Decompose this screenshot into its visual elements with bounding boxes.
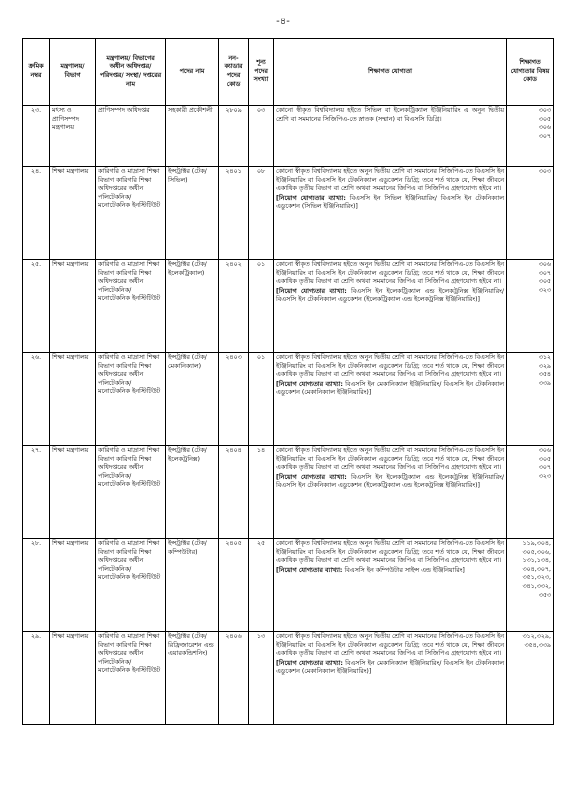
subject-code: ৩০৫ [538, 115, 551, 123]
vacancy-cell: ১৪ [249, 446, 274, 539]
requirement-note [276, 474, 504, 491]
note-text: বিএসসি ইন মেকানিক্যাল ইঞ্জিনিয়ারিং/ বিএসসি ইন টেকনিক্যাল এডুকেশন (মেকানিক্যাল ইঞ্জিনিয়ারিং)] [276, 659, 504, 676]
requirement-cell [274, 446, 507, 539]
requirement-cell [274, 106, 507, 167]
serial-cell: ২৩. [23, 106, 50, 167]
subject-code: ৩৪১,৩৩২, [522, 582, 551, 590]
header-post: পদের নাম [166, 39, 219, 106]
post-cell: ইন্সট্রাক্টর (টেক/ মেকানিক্যাল) [166, 353, 219, 446]
requirement-text: কোনো স্বীকৃত বিশ্ববিদ্যালয় হইতে সিভিল বা ইলেকট্রিক্যাল ইঞ্জিনিয়ারিং এ অনুন দ্বিতীয় শ্রেণি বা সমমানের সিজিপিএ-তে স্নাতক (সম্মান) বা বিএসসি ডিগ্রি। [276, 107, 504, 123]
subject-code: ৩০৩ [538, 168, 551, 175]
requirement-text: কোনো স্বীকৃত বিশ্ববিদ্যালয় হইতে অনুন দ্বিতীয় শ্রেণি বা সমমানের সিজিপিএ-তে বিএসসি ইন ইঞ্জিনিয়ারিং বা বিএসসি ইন টেকনিক্যাল এডুকেশন ডিগ্রি; তবে শর্ত থাকে যে, শিক্ষা জীবনে একাধিক তৃতীয় বিভাগ বা শ্রেণি অথবা সমমানের জিপিএ বা সিজিপিএ গ্রহণযোগ্য হইবে না। [276, 633, 504, 658]
page-number: -৪- [276, 16, 290, 27]
subject-code: ৩১২,৩২৯, [522, 633, 551, 640]
requirement-note [276, 195, 504, 212]
subject-code: ৩০৩ [538, 107, 551, 114]
note-label: [নিয়োগ যোগ্যতার ব্যাখ্যা: [276, 566, 343, 574]
subject-code: ৩০৫ [538, 278, 551, 286]
requirement-cell [274, 539, 507, 632]
department-cell: কারিগরি ও মাদ্রাসা শিক্ষা বিভাগ কারিগরি শিক্ষা অধিদপ্তরের অধীন পলিটেকনিক/ মনোটেকনিক ইনস্টিটিউট [96, 632, 166, 725]
code-cell: ২৪০১ [219, 167, 249, 260]
note-label: [নিয়োগ যোগ্যতার ব্যাখ্যা: [276, 659, 343, 667]
vacancy-cell: ০৩ [249, 106, 274, 167]
note-label: [নিয়োগ যোগ্যতার ব্যাখ্যা: [276, 194, 346, 202]
note-label: [নিয়োগ যোগ্যতার ব্যাখ্যা: [276, 473, 347, 481]
subject-code: ৩২৩ [538, 286, 551, 294]
department-cell: কারিগরি ও মাদ্রাসা শিক্ষা বিভাগ কারিগরি শিক্ষা অধিদপ্তরের অধীন পলিটেকনিক/ মনোটেকনিক ইনস্টিটিউট [96, 539, 166, 632]
header-department: মন্ত্রণালয়/ বিভাগের অধীন অধিদপ্তর/ পরিদপ্তর/ সংস্থা/ দপ্তরের নাম [96, 39, 166, 106]
header-serial: ক্রমিক নম্বর [23, 39, 50, 106]
requirement-text: কোনো স্বীকৃত বিশ্ববিদ্যালয় হইতে অনুন দ্বিতীয় শ্রেণি বা সমমানের সিজিপিএ-তে বিএসসি ইন ইঞ্জিনিয়ারিং বা বিএসসি ইন টেকনিক্যাল এডুকেশন ডিগ্রি; তবে শর্ত থাকে যে, শিক্ষা জীবনে একাধিক তৃতীয় বিভাগ বা শ্রেণি অথবা সমমানের জিপিএ বা সিজিপিএ গ্রহণযোগ্য হইবে না। [276, 540, 504, 565]
ministry-cell: শিক্ষা মন্ত্রণালয় [50, 446, 96, 539]
ministry-cell: শিক্ষা মন্ত্রণালয় [50, 167, 96, 260]
requirement-text: কোনো স্বীকৃত বিশ্ববিদ্যালয় হইতে অনুন দ্বিতীয় শ্রেণি বা সমমানের সিজিপিএ-তে বিএসসি ইন ইঞ্জিনিয়ারিং বা বিএসসি ইন টেকনিক্যাল এডুকেশন ডিগ্রি; তবে শর্ত থাকে যে, শিক্ষা জীবনে একাধিক তৃতীয় বিভাগ বা শ্রেণি অথবা সমমানের জিপিএ বা সিজিপিএ গ্রহণযোগ্য হইবে না। [276, 261, 504, 286]
subject-code-cell [507, 167, 554, 260]
requirement-text: কোনো স্বীকৃত বিশ্ববিদ্যালয় হইতে অনুন দ্বিতীয় শ্রেণি বা সমমানের সিজিপিএ-তে বিএসসি ইন ইঞ্জিনিয়ারিং বা বিএসসি ইন টেকনিক্যাল এডুকেশন ডিগ্রি; তবে শর্ত থাকে যে, শিক্ষা জীবনে একাধিক তৃতীয় বিভাগ বা শ্রেণি অথবা সমমানের জিপিএ বা সিজিপিএ গ্রহণযোগ্য হইবে না। [276, 168, 504, 193]
subject-code: ৩৫৪ [538, 371, 551, 379]
requirement-text: কোনো স্বীকৃত বিশ্ববিদ্যালয় হইতে অনুন দ্বিতীয় শ্রেণি বা সমমানের সিজিপিএ-তে বিএসসি ইন ইঞ্জিনিয়ারিং বা বিএসসি ইন টেকনিক্যাল এডুকেশন ডিগ্রি; তবে শর্ত থাকে যে, শিক্ষা জীবনে একাধিক তৃতীয় বিভাগ বা শ্রেণি অথবা সমমানের জিপিএ বা সিজিপিএ গ্রহণযোগ্য হইবে না। [276, 354, 504, 379]
vacancy-cell: ০১ [249, 353, 274, 446]
header-requirement: শিক্ষাগত যোগ্যতা [274, 39, 507, 106]
table-header-row [23, 39, 554, 106]
note-text: বিএসসি ইন ইলেকট্রিক্যাল এন্ড ইলেকট্রনিক্স ইঞ্জিনিয়ারিং/ বিএসসি ইন টেকনিক্যাল এডুকেশন (ইলেকট্রিক্যাল এন্ড ইলেকট্রনিক্স ইঞ্জিনিয়ারিং)] [276, 473, 504, 490]
ministry-cell: মৎস্য ও প্রাণিসম্পদ মন্ত্রণালয় [50, 106, 96, 167]
post-cell: ইন্সট্রাক্টর (টেক/ রিফ্রিজারেশন এন্ড এয়ারকন্ডিশনিং) [166, 632, 219, 725]
note-label: [নিয়োগ যোগ্যতার ব্যাখ্যা: [276, 287, 347, 295]
subject-code: ৩২৯ [538, 362, 551, 370]
code-cell: ২৪০৩ [219, 353, 249, 446]
ministry-cell: শিক্ষা মন্ত্রণালয় [50, 539, 96, 632]
vacancy-cell: ২৫ [249, 539, 274, 632]
serial-cell: ২৮. [23, 539, 50, 632]
subject-code: ১১৯,৩০৪, [522, 540, 551, 547]
header-subject-code: শিক্ষাগত যোগ্যতার বিষয় কোড [507, 39, 554, 106]
note-text: বিএসসি ইন ইলেকট্রিক্যাল এন্ড ইলেকট্রনিক্স ইঞ্জিনিয়ারিং/ বিএসসি ইন টেকনিক্যাল এডুকেশন (ইলেকট্রিক্যাল এন্ড ইলেকট্রনিক্স ইঞ্জিনিয়ারিং)] [276, 287, 504, 304]
table-row [23, 353, 554, 446]
subject-code-cell [507, 353, 554, 446]
post-cell: ইন্সট্রাক্টর (টেক/ কম্পিউটার) [166, 539, 219, 632]
subject-code: ৩২৩ [538, 472, 551, 480]
table-row [23, 539, 554, 632]
requirement-text: কোনো স্বীকৃত বিশ্ববিদ্যালয় হইতে অনুন দ্বিতীয় শ্রেণি বা সমমানের সিজিপিএ-তে বিএসসি ইন ইঞ্জিনিয়ারিং বা বিএসসি ইন টেকনিক্যাল এডুকেশন ডিগ্রি; তবে শর্ত থাকে যে, শিক্ষা জীবনে একাধিক তৃতীয় বিভাগ বা শ্রেণি অথবা সমমানের জিপিএ বা সিজিপিএ গ্রহণযোগ্য হইবে না। [276, 447, 504, 472]
subject-code: ৩০৪,৩০৭, [522, 565, 551, 573]
subject-code: ৩৫১,৩২৩, [522, 574, 551, 582]
department-cell: প্রাণিসম্পদ অধিদপ্তর [96, 106, 166, 167]
table-row [23, 446, 554, 539]
code-cell: ২৪০৬ [219, 632, 249, 725]
serial-cell: ২৯. [23, 632, 50, 725]
ministry-cell: শিক্ষা মন্ত্রণালয় [50, 353, 96, 446]
requirement-note [276, 567, 504, 576]
ministry-cell: শিক্ষা মন্ত্রণালয় [50, 260, 96, 353]
subject-code: ৩০৬ [538, 124, 551, 132]
subject-code: ৩১২ [538, 354, 551, 361]
vacancy-table [22, 38, 554, 725]
serial-cell: ২৭. [23, 446, 50, 539]
serial-cell: ২৪. [23, 167, 50, 260]
table-row [23, 632, 554, 725]
subject-code-cell [507, 539, 554, 632]
requirement-cell [274, 353, 507, 446]
department-cell: কারিগরি ও মাদ্রাসা শিক্ষা বিভাগ কারিগরি শিক্ষা অধিদপ্তরের অধীন পলিটেকনিক/ মনোটেকনিক ইনস্টিটিউট [96, 353, 166, 446]
requirement-note [276, 660, 504, 677]
note-label: [নিয়োগ যোগ্যতার ব্যাখ্যা: [276, 380, 343, 388]
header-code: নন-ক্যাডার পদের কোড [219, 39, 249, 106]
code-cell: ২৪০৫ [219, 539, 249, 632]
header-ministry: মন্ত্রণালয়/ বিভাগ [50, 39, 96, 106]
subject-code: ৩০৭ [538, 464, 551, 472]
subject-code: ৩০৬ [538, 261, 551, 268]
table-row [23, 167, 554, 260]
post-cell: ইন্সট্রাক্টর (টেক/সিভিল) [166, 167, 219, 260]
serial-cell: ২৫. [23, 260, 50, 353]
subject-code: ৩৫৩ [538, 591, 551, 599]
department-cell: কারিগরি ও মাদ্রাসা শিক্ষা বিভাগ কারিগরি শিক্ষা অধিদপ্তরের অধীন পলিটেকনিক/ মনোটেকনিক ইনস্টিটিউট [96, 260, 166, 353]
code-cell: ২৮০৯ [219, 106, 249, 167]
note-text: বিএসসি ইন সিভিল ইঞ্জিনিয়ারিং/ বিএসসি ইন টেকনিক্যাল এডুকেশন (সিভিল ইঞ্জিনিয়ারিং)] [276, 194, 504, 211]
subject-code-cell [507, 632, 554, 725]
subject-code: ৩০৫,৩০৬, [522, 548, 551, 556]
requirement-note [276, 381, 504, 398]
department-cell: কারিগরি ও মাদ্রাসা শিক্ষা বিভাগ কারিগরি শিক্ষা অধিদপ্তরের অধীন পলিটেকনিক/ মনোটেকনিক ইনস্টিটিউট [96, 167, 166, 260]
serial-cell: ২৬. [23, 353, 50, 446]
ministry-cell: শিক্ষা মন্ত্রণালয় [50, 632, 96, 725]
vacancy-cell: ০১ [249, 260, 274, 353]
note-text: বিএসসি ইন মেকানিক্যাল ইঞ্জিনিয়ারিং/ বিএসসি ইন টেকনিক্যাল এডুকেশন (মেকানিক্যাল ইঞ্জিনিয়ারিং)] [276, 380, 504, 397]
code-cell: ২৪০৪ [219, 446, 249, 539]
department-cell: কারিগরি ও মাদ্রাসা শিক্ষা বিভাগ কারিগরি শিক্ষা অধিদপ্তরের অধীন পলিটেকনিক/ মনোটেকনিক ইনস্টিটিউট [96, 446, 166, 539]
subject-code: ৩০৭ [538, 269, 551, 277]
requirement-cell [274, 167, 507, 260]
requirement-cell [274, 632, 507, 725]
requirement-cell [274, 260, 507, 353]
requirement-note [276, 288, 504, 305]
subject-code: ৩০৫ [538, 455, 551, 463]
post-cell: সহকারী প্রকৌশলী [166, 106, 219, 167]
vacancy-cell: ০৮ [249, 167, 274, 260]
subject-code: ৩৩৯ [538, 379, 551, 387]
subject-code-cell [507, 260, 554, 353]
header-vacancy: শূন্য পদের সংখ্যা [249, 39, 274, 106]
post-cell: ইন্সট্রাক্টর (টেক/ ইলেকট্রিক্যাল) [166, 260, 219, 353]
subject-code-cell [507, 446, 554, 539]
note-text: বিএসসি ইন কম্পিউটার সাইন্স এন্ড ইঞ্জিনিয়ারিং] [344, 566, 465, 574]
subject-code: ১৩১,১৩৪, [522, 557, 551, 565]
post-cell: ইন্সট্রাক্টর (টেক/ ইলেকট্রনিক্স) [166, 446, 219, 539]
table-row [23, 106, 554, 167]
subject-code: ৩০৭ [538, 132, 551, 140]
subject-code-cell [507, 106, 554, 167]
table-row [23, 260, 554, 353]
subject-code: ৩০৬ [538, 447, 551, 454]
vacancy-cell: ১৩ [249, 632, 274, 725]
code-cell: ২৪০২ [219, 260, 249, 353]
subject-code: ৩৫৪,৩৩৯ [524, 641, 551, 649]
